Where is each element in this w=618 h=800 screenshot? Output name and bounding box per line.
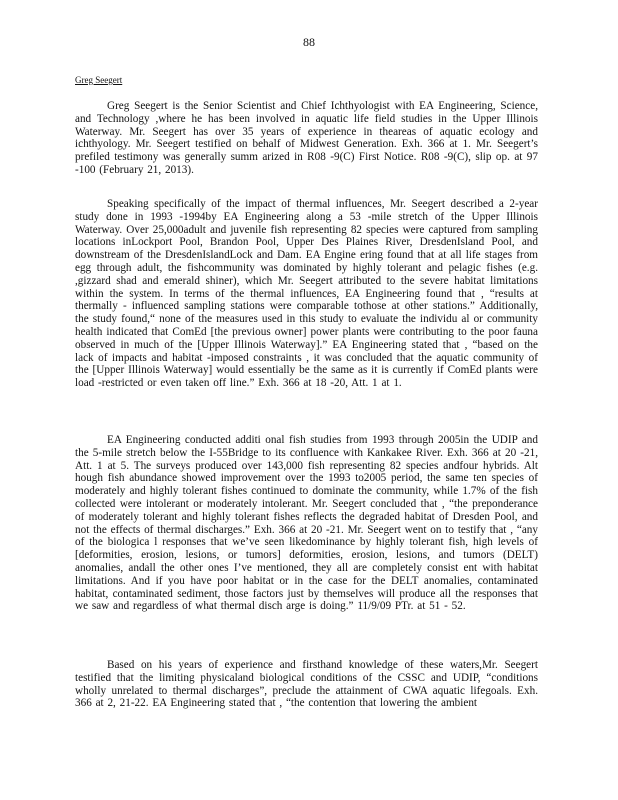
paragraph: Greg Seegert is the Senior Scientist and Chief Ichthyologist with EA Engineering, Science, and Technology ,where he has been involved in aquatic life field studies in the Upper Illinois Waterway. Mr. Seegert has over 35 years of experience in theareas of aquatic ecology and ichthyology. Mr. Seegert testified on behalf of Midwest Generation. Exh. 366 at 1. Mr. Seegert’s prefiled testimony was generally summ arized in R08 -9(C) First Notice. R08 -9(C), slip op. at 97 -100 (February 21, 2013). (75, 100, 538, 176)
paragraph: Speaking specifically of the impact of thermal influences, Mr. Seegert described a 2-year study done in 1993 -1994by EA Engineering along a 53 -mile stretch of the Upper Illinois Waterway. Over 25,000adult and juvenile fish representing 82 species were captured from sampling locations inLockport Pool, Brandon Pool, Upper Des Plaines River, DresdenIsland Pool, and downstream of the DresdenIslandLock and Dam. EA Engine ering found that at all life stages from egg through adult, the fishcommunity was dominated by highly tolerant and pelagic fishes (e.g. ,gizzard shad and emerald shiner), which Mr. Seegert attributed to the severe habitat limitations within the system. In terms of the thermal influences, EA Engineering found that , “results at thermally - influenced sampling stations were comparable tothose at other stations.” Additionally, the study found,“ none of the measures used in this study to evaluate the individu al or community health indicated that ComEd [the previous owner] power plants were contributing to the poor fauna observed in much of the [Upper Illinois Waterway].” EA Engineering stated that , “based on the lack of impacts and habitat -imposed constraints , it was concluded that the aquatic community of the [Upper Illinois Waterway] would essentially be the same as it is currently if ComEd plants were load -restricted or even taken off line.” Exh. 366 at 18 -20, Att. 1 at 1. (75, 198, 538, 390)
paragraph: Based on his years of experience and firsthand knowledge of these waters,Mr. Seegert testified that the limiting physicaland biological conditions of the CSSC and UDIP, “conditions wholly unrelated to thermal discharges”, preclude the attainment of CWA aquatic lifegoals. Exh. 366 at 2, 21-22. EA Engineering stated that , “the contention that lowering the ambient (75, 659, 538, 710)
section-heading: Greg Seegert (75, 75, 123, 85)
page-number: 88 (303, 35, 315, 49)
paragraph: EA Engineering conducted additi onal fish studies from 1993 through 2005in the UDIP and the 5-mile stretch below the I-55Bridge to its confluence with Kankakee River. Exh. 366 at 20 -21, Att. 1 at 5. The surveys produced over 143,000 fish representing 82 species andfour hybrids. Alt hough fish abundance showed improvement over the 1993 to2005 period, the same ten species of moderately and highly tolerant fishes continued to dominate the community, while 1.7% of the fish collected were intolerant or moderately intolerant. Mr. Seegert concluded that , “the preponderance of moderately tolerant and highly tolerant fishes reflects the degraded habitat of Dresden Pool, and not the effects of thermal discharges.” Exh. 366 at 20 -21. Mr. Seegert went on to testify that , “any of the biologica l responses that we’ve seen likedominance by highly tolerant fish, high levels of [deformities, erosion, lesions, or tumors] deformities, erosion, lesions, and tumors (DELT) anomalies, andall the other ones I’ve mentioned, they all are completely consist ent with habitat limitations. And if you have poor habitat or in the case for the DELT anomalies, contaminated habitat, contaminated sediment, those factors just by themselves will produce all the responses that we saw and regardless of what thermal disch arge is doing.” 11/9/09 PTr. at 51 - 52. (75, 434, 538, 613)
